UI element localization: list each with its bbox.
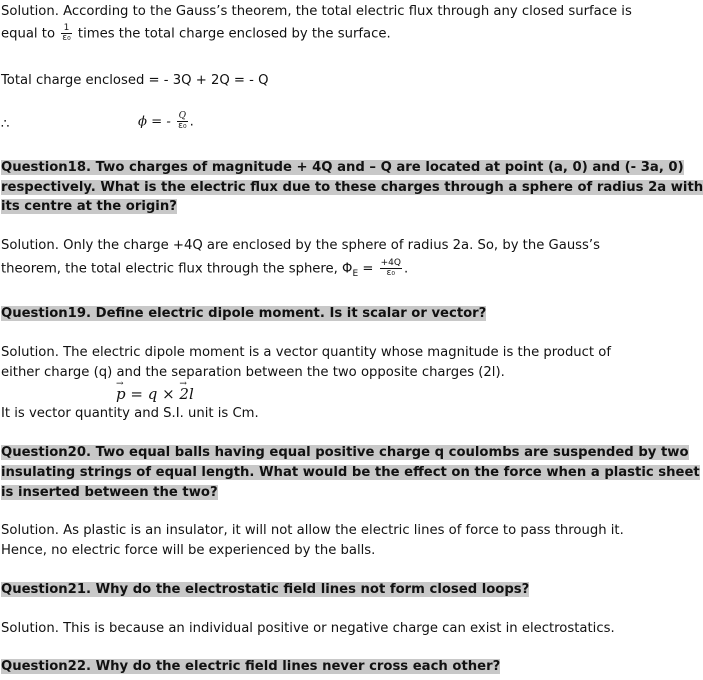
vector-2l: → 2l	[179, 385, 193, 403]
numerator: 1	[61, 24, 71, 34]
question-text: is inserted between the two?	[1, 485, 218, 500]
phi-eq: ϕ = -	[138, 114, 171, 130]
text: theorem, the total electric flux through the sphere, Φ	[1, 261, 353, 277]
text: =	[358, 261, 374, 277]
equation	[138, 112, 194, 132]
question-text: Question21. Why do the electrostatic field lines not form closed loops?	[1, 582, 530, 597]
equation-mid: = q ×	[125, 385, 180, 403]
period: .	[403, 261, 409, 277]
fraction	[177, 112, 187, 131]
solution-text: either charge (q) and the separation between the two opposite charges (2l).	[1, 365, 505, 380]
question-heading	[1, 179, 703, 197]
vector-p: → p	[116, 385, 126, 403]
solution-text: Hence, no electric force will be experienced by the balls.	[1, 543, 376, 558]
denominator: ε₀	[178, 121, 187, 131]
question-heading	[1, 159, 684, 177]
question-heading	[1, 581, 529, 599]
denominator: ε₀	[386, 268, 395, 278]
question-text: Question19. Define electric dipole moment. Is it scalar or vector?	[1, 306, 487, 321]
numerator: Q	[178, 111, 187, 121]
question-heading	[1, 658, 500, 676]
question-text: Question18. Two charges of magnitude + 4Q and – Q are located at point (a, 0) and (- 3a, 0)	[1, 160, 684, 175]
question-heading	[1, 444, 689, 462]
question-text: Question20. Two equal balls having equal positive charge q coulombs are suspended by two	[1, 445, 689, 460]
question-text: Question22. Why do the electric field lines never cross each other?	[1, 659, 501, 674]
period: .	[189, 114, 194, 130]
solution-text	[1, 259, 408, 283]
numerator: +4Q	[380, 258, 401, 268]
question-text: insulating strings of equal length. What would be the effect on the force when a plastic sheet	[1, 465, 700, 480]
solution-text: Solution. The electric dipole moment is a vector quantity whose magnitude is the product of	[1, 345, 611, 360]
fraction	[380, 259, 402, 278]
solution-text: Solution. As plastic is an insulator, it will not allow the electric lines of force to pass through it.	[1, 523, 624, 538]
subscript: E	[352, 269, 359, 280]
fraction	[61, 24, 71, 43]
solution-text: Total charge enclosed = - 3Q + 2Q = - Q	[1, 73, 269, 88]
solution-text: Solution. Only the charge +4Q are enclosed by the sphere of radius 2a. So, by the Gauss’s	[1, 238, 600, 253]
therefore-symbol: ∴	[1, 117, 10, 132]
denominator: ε₀	[62, 33, 71, 43]
question-heading	[1, 305, 486, 323]
question-heading	[1, 198, 177, 216]
question-text: its centre at the origin?	[1, 199, 177, 214]
question-heading	[1, 484, 218, 502]
solution-text: It is vector quantity and S.I. unit is Cm.	[1, 406, 259, 421]
solution-text: Solution. According to the Gauss’s theorem, the total electric flux through any closed surface is	[1, 4, 632, 19]
solution-text: Solution. This is because an individual positive or negative charge can exist in electrostatics.	[1, 621, 615, 636]
equation	[116, 385, 194, 403]
solution-text	[1, 24, 391, 44]
text: equal to	[1, 26, 56, 42]
question-text: respectively. What is the electric flux due to these charges through a sphere of radius 2a with	[1, 180, 703, 195]
question-heading	[1, 464, 700, 482]
text: times the total charge enclosed by the surface.	[77, 26, 391, 42]
